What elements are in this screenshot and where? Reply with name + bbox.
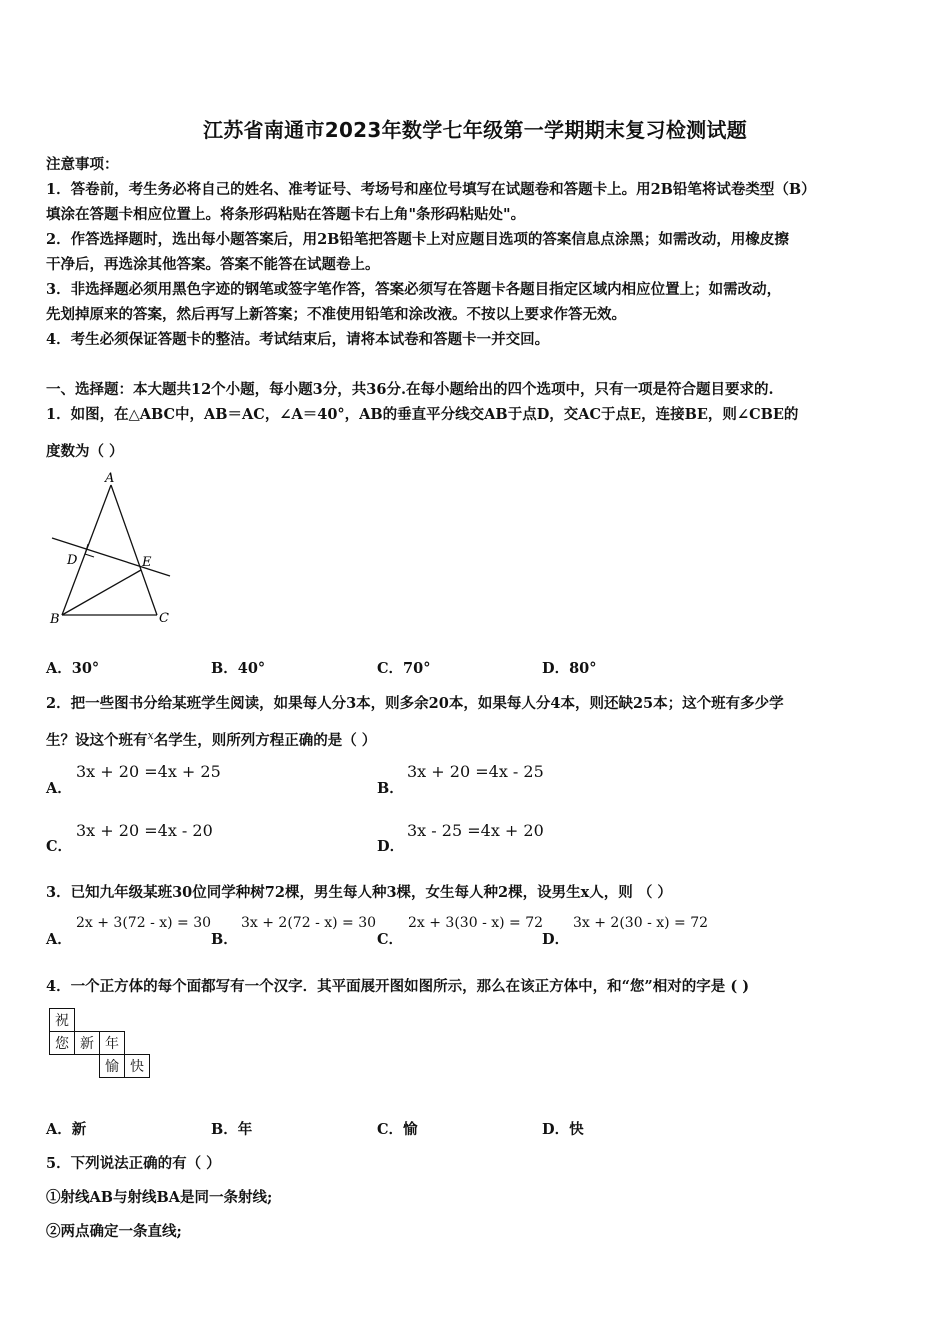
q4-option-d[interactable]: D．快 <box>542 1121 584 1138</box>
q5-stem: 5．下列说法正确的有（ ） <box>46 1155 221 1172</box>
side-ac <box>111 485 157 615</box>
q3-equation-d: 3x + 2(30 - x) = 72 <box>573 915 709 931</box>
label-b: B <box>50 612 60 627</box>
label-c: C <box>159 611 169 626</box>
q2-equation-b: 3x + 20 =4x - 25 <box>407 762 544 781</box>
q4-option-b[interactable]: B．年 <box>211 1121 253 1138</box>
q2-label-d[interactable]: D． <box>377 838 405 855</box>
notice-line-3a: 3．非选择题必须用黑色字迹的钢笔或签字笔作答，答案必须写在答题卡各题目指定区域内相应位置上；如需改动， <box>46 281 782 298</box>
q4-option-c[interactable]: C．愉 <box>377 1121 418 1138</box>
notice-line-1b: 填涂在答题卡相应位置上。将条形码粘贴在答题卡右上角"条形码粘贴处"。 <box>46 206 526 223</box>
net-face-top: 祝 <box>50 1009 75 1032</box>
q5-item-1: ①射线AB与射线BA是同一条射线; <box>46 1189 273 1206</box>
notice-heading: 注意事项： <box>46 156 119 173</box>
q4-option-a[interactable]: A．新 <box>46 1121 87 1138</box>
q1-triangle-figure <box>40 468 190 630</box>
q1-option-d[interactable]: D．80° <box>542 660 597 677</box>
q4-stem: 4．一个正方体的每个面都写有一个汉字．其平面展开图如图所示，那么在该正方体中，和“您”相对的字是 ( ) <box>46 978 750 995</box>
q2-stem-line-1: 2．把一些图书分给某班学生阅读，如果每人分3本，则多余20本，如果每人分4本，则还缺25本；这个班有多少学 <box>46 695 784 712</box>
label-d: D <box>67 553 78 568</box>
notice-line-4: 4．考生必须保证答题卡的整洁。考试结束后，请将本试卷和答题卡一并交回。 <box>46 331 550 348</box>
q3-equation-b: 3x + 2(72 - x) = 30 <box>241 915 377 931</box>
notice-line-2a: 2．作答选择题时，选出每小题答案后，用2B铅笔把答题卡上对应题目选项的答案信息点涂黑；如需改动，用橡皮擦 <box>46 231 789 248</box>
q2-stem-part-1: 生？设这个班有 <box>46 732 148 749</box>
q3-label-a[interactable]: A． <box>46 931 72 948</box>
q2-label-a[interactable]: A． <box>46 780 72 797</box>
net-face-mid-2: 新 <box>75 1032 100 1055</box>
section-heading: 一、选择题：本大题共12个小题，每小题3分，共36分.在每小题给出的四个选项中，只有一项是符合题目要求的. <box>46 381 774 398</box>
q1-option-a[interactable]: A．30° <box>46 660 100 677</box>
q3-label-d[interactable]: D． <box>542 931 570 948</box>
q2-stem-line-2 <box>46 729 376 750</box>
q3-label-c[interactable]: C． <box>377 931 404 948</box>
q1-option-c[interactable]: C．70° <box>377 660 431 677</box>
net-face-bot-1: 愉 <box>100 1055 125 1078</box>
q2-stem-part-2: 名学生，则所列方程正确的是（ ） <box>153 732 377 749</box>
notice-line-1a: 1．答卷前，考生务必将自己的姓名、准考证号、考场号和座位号填写在试题卷和答题卡上。用2B铅笔将试卷类型（B） <box>46 181 816 198</box>
q2-equation-d: 3x - 25 =4x + 20 <box>407 821 544 840</box>
q5-item-2: ②两点确定一条直线; <box>46 1223 182 1240</box>
label-e: E <box>142 555 152 570</box>
q1-stem-line-2: 度数为（ ） <box>46 443 124 460</box>
net-face-bot-2: 快 <box>125 1055 150 1078</box>
segment-be <box>62 570 141 615</box>
q3-label-b[interactable]: B． <box>211 931 238 948</box>
net-face-mid-1: 您 <box>50 1032 75 1055</box>
q1-stem-line-1: 1．如图，在△ABC中，AB＝AC，∠A＝40°，AB的垂直平分线交AB于点D，交AC于点E，连接BE，则∠CBE的 <box>46 406 799 423</box>
q2-equation-a: 3x + 20 =4x + 25 <box>76 762 221 781</box>
q3-equation-a: 2x + 3(72 - x) = 30 <box>76 915 212 931</box>
q1-option-b[interactable]: B．40° <box>211 660 266 677</box>
q3-stem: 3．已知九年级某班30位同学种树72棵，男生每人种3棵，女生每人种2棵，设男生x人，则 （ ） <box>46 884 672 901</box>
q2-label-c[interactable]: C． <box>46 838 73 855</box>
notice-line-2b: 干净后，再选涂其他答案。答案不能答在试题卷上。 <box>46 256 380 273</box>
q3-equation-c: 2x + 3(30 - x) = 72 <box>408 915 544 931</box>
q4-cube-net <box>49 1008 150 1078</box>
notice-line-3b: 先划掉原来的答案，然后再写上新答案；不准使用铅笔和涂改液。不按以上要求作答无效。 <box>46 306 626 323</box>
q2-equation-c: 3x + 20 =4x - 20 <box>76 821 213 840</box>
page-title: 江苏省南通市2023年数学七年级第一学期期末复习检测试题 <box>202 118 748 142</box>
q2-label-b[interactable]: B． <box>377 780 404 797</box>
net-face-mid-3: 年 <box>100 1032 125 1055</box>
label-a: A <box>105 471 115 486</box>
q2-variable-x: x <box>147 729 154 743</box>
